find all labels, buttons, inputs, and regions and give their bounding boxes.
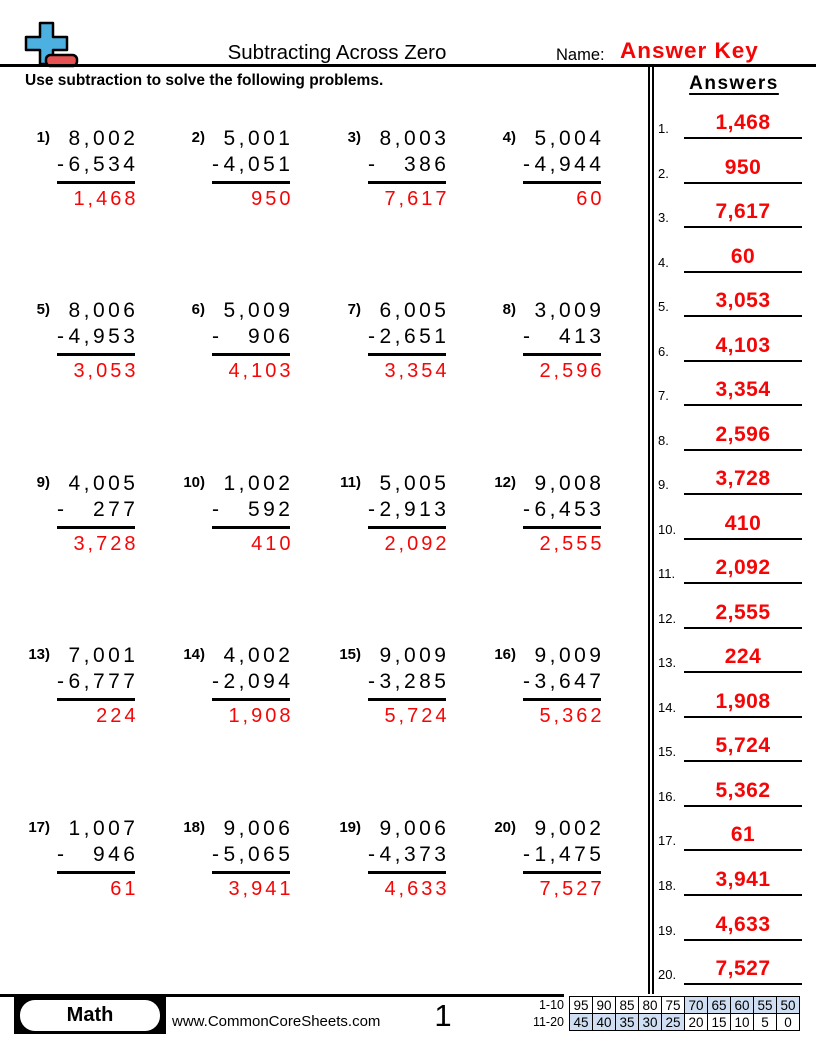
answer-number: 19. xyxy=(658,923,677,938)
minus-sign: - xyxy=(57,153,64,176)
minuend: 7,001 xyxy=(68,644,139,667)
minus-sign: - xyxy=(523,670,530,693)
minuend: 9,009 xyxy=(379,644,450,667)
minus-sign: - xyxy=(368,153,375,176)
problem-answer: 4,103 xyxy=(228,360,294,382)
minus-sign: - xyxy=(212,498,219,521)
score-cell: 50 xyxy=(777,997,800,1014)
minuend: 5,001 xyxy=(223,127,294,150)
answer-number: 12. xyxy=(658,611,677,626)
problem-number: 8) xyxy=(502,301,516,318)
problem-number: 12) xyxy=(494,474,516,491)
subtraction-line xyxy=(368,181,446,184)
problem-13 xyxy=(16,643,139,729)
answer-row-15 xyxy=(658,732,802,762)
subtrahend: 386 xyxy=(403,153,450,176)
problem-9 xyxy=(16,471,139,557)
subtraction-line xyxy=(212,353,290,356)
problem-number: 11) xyxy=(340,474,361,491)
score-range-label: 1-10 xyxy=(538,998,564,1012)
answer-row-6 xyxy=(658,332,802,362)
problem-18 xyxy=(171,816,294,902)
answer-value: 61 xyxy=(730,823,756,846)
answer-line xyxy=(684,377,802,406)
problem-answer: 950 xyxy=(251,188,294,210)
subtraction-line xyxy=(212,698,290,701)
minus-sign: - xyxy=(523,843,530,866)
minus-sign: - xyxy=(212,843,219,866)
answer-number: 13. xyxy=(658,655,677,670)
subtrahend: 906 xyxy=(247,325,294,348)
problem-answer: 4,633 xyxy=(384,878,450,900)
problem-3 xyxy=(327,126,450,212)
answer-number: 10. xyxy=(658,522,677,537)
score-table xyxy=(524,996,800,1031)
subtrahend: 1,475 xyxy=(534,843,605,866)
minus-sign: - xyxy=(57,670,64,693)
answer-line xyxy=(684,644,802,673)
minuend: 1,007 xyxy=(68,817,139,840)
answer-value: 2,555 xyxy=(715,601,771,624)
subtraction-line xyxy=(523,698,601,701)
answer-value: 1,468 xyxy=(715,111,771,134)
answer-number: 6. xyxy=(658,344,669,359)
problem-answer: 7,527 xyxy=(539,878,605,900)
problem-14 xyxy=(171,643,294,729)
minuend: 8,003 xyxy=(379,127,450,150)
subtrahend: 6,777 xyxy=(68,670,139,693)
answer-value: 3,941 xyxy=(715,868,771,891)
minuend: 5,009 xyxy=(223,299,294,322)
answer-number: 15. xyxy=(658,744,677,759)
answer-row-8 xyxy=(658,421,802,451)
problem-answer: 3,728 xyxy=(73,533,139,555)
subtraction-line xyxy=(368,353,446,356)
score-cell: 10 xyxy=(731,1014,754,1031)
answer-line xyxy=(684,689,802,718)
subtraction-line xyxy=(212,526,290,529)
answer-row-3 xyxy=(658,198,802,228)
problem-answer: 5,724 xyxy=(384,705,450,727)
answer-value: 1,908 xyxy=(715,690,771,713)
problem-number: 10) xyxy=(183,474,205,491)
minus-sign: - xyxy=(57,843,64,866)
problem-answer: 2,555 xyxy=(539,533,605,555)
minus-sign: - xyxy=(523,325,530,348)
score-cell: 0 xyxy=(777,1014,800,1031)
subtrahend: 6,534 xyxy=(68,153,139,176)
score-range-label: 11-20 xyxy=(532,1015,564,1029)
problem-7 xyxy=(327,298,450,384)
answer-number: 2. xyxy=(658,166,669,181)
problem-answer: 2,596 xyxy=(539,360,605,382)
answer-value: 950 xyxy=(724,156,762,179)
answer-line xyxy=(684,600,802,629)
answer-row-18 xyxy=(658,866,802,896)
subtrahend: 5,065 xyxy=(223,843,294,866)
subtrahend: 277 xyxy=(92,498,139,521)
answer-row-12 xyxy=(658,599,802,629)
problem-answer: 3,053 xyxy=(73,360,139,382)
minus-sign: - xyxy=(523,498,530,521)
minuend: 4,002 xyxy=(223,644,294,667)
problem-4 xyxy=(482,126,605,212)
answer-value: 3,728 xyxy=(715,467,771,490)
minuend: 8,002 xyxy=(68,127,139,150)
subtrahend: 2,913 xyxy=(379,498,450,521)
subtrahend: 4,051 xyxy=(223,153,294,176)
problem-number: 14) xyxy=(183,646,205,663)
subtrahend: 3,285 xyxy=(379,670,450,693)
worksheet-title: Subtracting Across Zero xyxy=(227,41,447,64)
problem-5 xyxy=(16,298,139,384)
answer-line xyxy=(684,511,802,540)
score-cell: 65 xyxy=(708,997,731,1014)
answer-row-7 xyxy=(658,376,802,406)
minus-sign: - xyxy=(212,670,219,693)
answer-number: 3. xyxy=(658,210,669,225)
answer-key-text: Answer Key xyxy=(620,38,759,63)
score-cell: 85 xyxy=(616,997,639,1014)
answer-value: 7,617 xyxy=(715,200,771,223)
problem-6 xyxy=(171,298,294,384)
problem-answer: 1,908 xyxy=(228,705,294,727)
answers-title: Answers xyxy=(689,73,779,94)
problem-answer: 7,617 xyxy=(384,188,450,210)
score-cell: 55 xyxy=(754,997,777,1014)
subtraction-line xyxy=(523,871,601,874)
problem-number: 15) xyxy=(339,646,361,663)
subtrahend: 413 xyxy=(558,325,605,348)
subtraction-line xyxy=(368,526,446,529)
answer-number: 7. xyxy=(658,388,669,403)
answer-line xyxy=(684,155,802,184)
problem-number: 19) xyxy=(339,819,361,836)
subtrahend: 4,373 xyxy=(379,843,450,866)
minuend: 1,002 xyxy=(223,472,294,495)
subtraction-line xyxy=(523,353,601,356)
minus-sign: - xyxy=(368,325,375,348)
answer-row-2 xyxy=(658,154,802,184)
minus-sign: - xyxy=(368,843,375,866)
problem-answer: 1,468 xyxy=(73,188,139,210)
answer-number: 8. xyxy=(658,433,669,448)
subtraction-line xyxy=(212,181,290,184)
minuend: 5,005 xyxy=(379,472,450,495)
answer-number: 4. xyxy=(658,255,669,270)
minuend: 4,005 xyxy=(68,472,139,495)
score-cell: 15 xyxy=(708,1014,731,1031)
answer-line xyxy=(684,778,802,807)
problem-number: 16) xyxy=(494,646,516,663)
answer-line xyxy=(684,244,802,273)
answer-row-16 xyxy=(658,777,802,807)
answer-number: 11. xyxy=(658,566,676,581)
answer-row-14 xyxy=(658,688,802,718)
answer-line xyxy=(684,422,802,451)
problem-number: 5) xyxy=(36,301,50,318)
answer-line xyxy=(684,333,802,362)
score-cell: 35 xyxy=(616,1014,639,1031)
answer-number: 18. xyxy=(658,878,677,893)
problem-11 xyxy=(327,471,450,557)
answer-value: 4,103 xyxy=(715,334,771,357)
answer-number: 16. xyxy=(658,789,677,804)
problem-answer: 3,354 xyxy=(384,360,450,382)
subtraction-line xyxy=(57,181,135,184)
minus-sign: - xyxy=(212,153,219,176)
answer-row-17 xyxy=(658,821,802,851)
answer-row-5 xyxy=(658,287,802,317)
answer-line xyxy=(684,733,802,762)
answer-value: 224 xyxy=(724,645,762,668)
problem-answer: 224 xyxy=(96,705,139,727)
problem-number: 13) xyxy=(28,646,50,663)
subtraction-line xyxy=(368,871,446,874)
problem-number: 18) xyxy=(183,819,205,836)
answer-line xyxy=(684,956,802,985)
score-cell: 25 xyxy=(662,1014,685,1031)
score-cell: 70 xyxy=(685,997,708,1014)
problem-16 xyxy=(482,643,605,729)
problem-number: 9) xyxy=(36,474,50,491)
problem-number: 4) xyxy=(502,129,516,146)
answer-row-11 xyxy=(658,554,802,584)
answer-line xyxy=(684,466,802,495)
subtrahend: 592 xyxy=(247,498,294,521)
problem-17 xyxy=(16,816,139,902)
answer-line xyxy=(684,199,802,228)
answer-row-10 xyxy=(658,510,802,540)
minus-sign: - xyxy=(57,325,64,348)
answer-row-19 xyxy=(658,911,802,941)
subtrahend: 946 xyxy=(92,843,139,866)
subtrahend: 6,453 xyxy=(534,498,605,521)
score-cell: 20 xyxy=(685,1014,708,1031)
answer-number: 5. xyxy=(658,299,669,314)
subtrahend: 2,094 xyxy=(223,670,294,693)
minuend: 5,004 xyxy=(534,127,605,150)
problem-2 xyxy=(171,126,294,212)
problem-number: 6) xyxy=(191,301,205,318)
score-cell: 40 xyxy=(593,1014,616,1031)
answer-number: 9. xyxy=(658,477,669,492)
subject-badge xyxy=(14,997,166,1034)
problem-answer: 410 xyxy=(251,533,294,555)
subtraction-line xyxy=(57,698,135,701)
problem-19 xyxy=(327,816,450,902)
score-cell: 30 xyxy=(639,1014,662,1031)
minuend: 6,005 xyxy=(379,299,450,322)
instructions-text: Use subtraction to solve the following problems. xyxy=(25,72,384,89)
subtraction-line xyxy=(57,871,135,874)
problem-answer: 61 xyxy=(110,878,139,900)
problem-10 xyxy=(171,471,294,557)
subtraction-line xyxy=(368,698,446,701)
problem-12 xyxy=(482,471,605,557)
minus-sign: - xyxy=(212,325,219,348)
problem-20 xyxy=(482,816,605,902)
minus-sign: - xyxy=(368,670,375,693)
answer-value: 410 xyxy=(724,512,762,535)
minuend: 9,006 xyxy=(379,817,450,840)
subtrahend: 3,647 xyxy=(534,670,605,693)
answer-number: 14. xyxy=(658,700,677,715)
minuend: 9,006 xyxy=(223,817,294,840)
problem-answer: 60 xyxy=(576,188,605,210)
minus-sign: - xyxy=(57,498,64,521)
problem-number: 17) xyxy=(28,819,50,836)
page-number: 1 xyxy=(434,998,452,1033)
answer-value: 3,053 xyxy=(715,289,771,312)
problem-number: 20) xyxy=(494,819,516,836)
problem-number: 3) xyxy=(347,129,361,146)
answer-value: 2,092 xyxy=(715,556,771,579)
problem-number: 1) xyxy=(36,129,50,146)
problem-answer: 5,362 xyxy=(539,705,605,727)
score-cell: 95 xyxy=(570,997,593,1014)
problem-1 xyxy=(16,126,139,212)
answer-row-1 xyxy=(658,109,802,139)
answer-number: 20. xyxy=(658,967,677,982)
answer-number: 17. xyxy=(658,833,677,848)
subtraction-line xyxy=(523,181,601,184)
website-url: www.CommonCoreSheets.com xyxy=(172,1013,381,1030)
subtraction-line xyxy=(212,871,290,874)
answer-value: 3,354 xyxy=(715,378,771,401)
problem-number: 7) xyxy=(347,301,361,318)
answer-value: 60 xyxy=(730,245,756,268)
answer-value: 5,724 xyxy=(715,734,771,757)
answer-line xyxy=(684,555,802,584)
problem-15 xyxy=(327,643,450,729)
answer-value: 2,596 xyxy=(715,423,771,446)
score-cell: 75 xyxy=(662,997,685,1014)
minus-sign: - xyxy=(368,498,375,521)
score-cell: 5 xyxy=(754,1014,777,1031)
subtraction-line xyxy=(57,526,135,529)
answer-line xyxy=(684,912,802,941)
answer-value: 5,362 xyxy=(715,779,771,802)
answer-row-4 xyxy=(658,243,802,273)
subtrahend: 4,953 xyxy=(68,325,139,348)
minuend: 9,002 xyxy=(534,817,605,840)
score-cell: 90 xyxy=(593,997,616,1014)
subtrahend: 4,944 xyxy=(534,153,605,176)
answer-number: 1. xyxy=(658,121,669,136)
minus-sign: - xyxy=(523,153,530,176)
answers-divider xyxy=(648,67,654,994)
answer-value: 7,527 xyxy=(715,957,771,980)
score-cell: 80 xyxy=(639,997,662,1014)
score-cell: 45 xyxy=(570,1014,593,1031)
name-label: Name: xyxy=(556,46,605,64)
minuend: 9,008 xyxy=(534,472,605,495)
subtrahend: 2,651 xyxy=(379,325,450,348)
minuend: 3,009 xyxy=(534,299,605,322)
score-cell: 60 xyxy=(731,997,754,1014)
subtraction-line xyxy=(523,526,601,529)
answer-value: 4,633 xyxy=(715,913,771,936)
answer-row-20 xyxy=(658,955,802,985)
answer-line xyxy=(684,110,802,139)
minuend: 8,006 xyxy=(68,299,139,322)
answer-line xyxy=(684,288,802,317)
problem-8 xyxy=(482,298,605,384)
minuend: 9,009 xyxy=(534,644,605,667)
answer-line xyxy=(684,867,802,896)
problem-answer: 2,092 xyxy=(384,533,450,555)
problem-answer: 3,941 xyxy=(228,878,294,900)
answer-row-13 xyxy=(658,643,802,673)
subtraction-line xyxy=(57,353,135,356)
subject-label: Math xyxy=(20,1000,160,1031)
problem-number: 2) xyxy=(191,129,205,146)
answer-line xyxy=(684,822,802,851)
answer-row-9 xyxy=(658,465,802,495)
